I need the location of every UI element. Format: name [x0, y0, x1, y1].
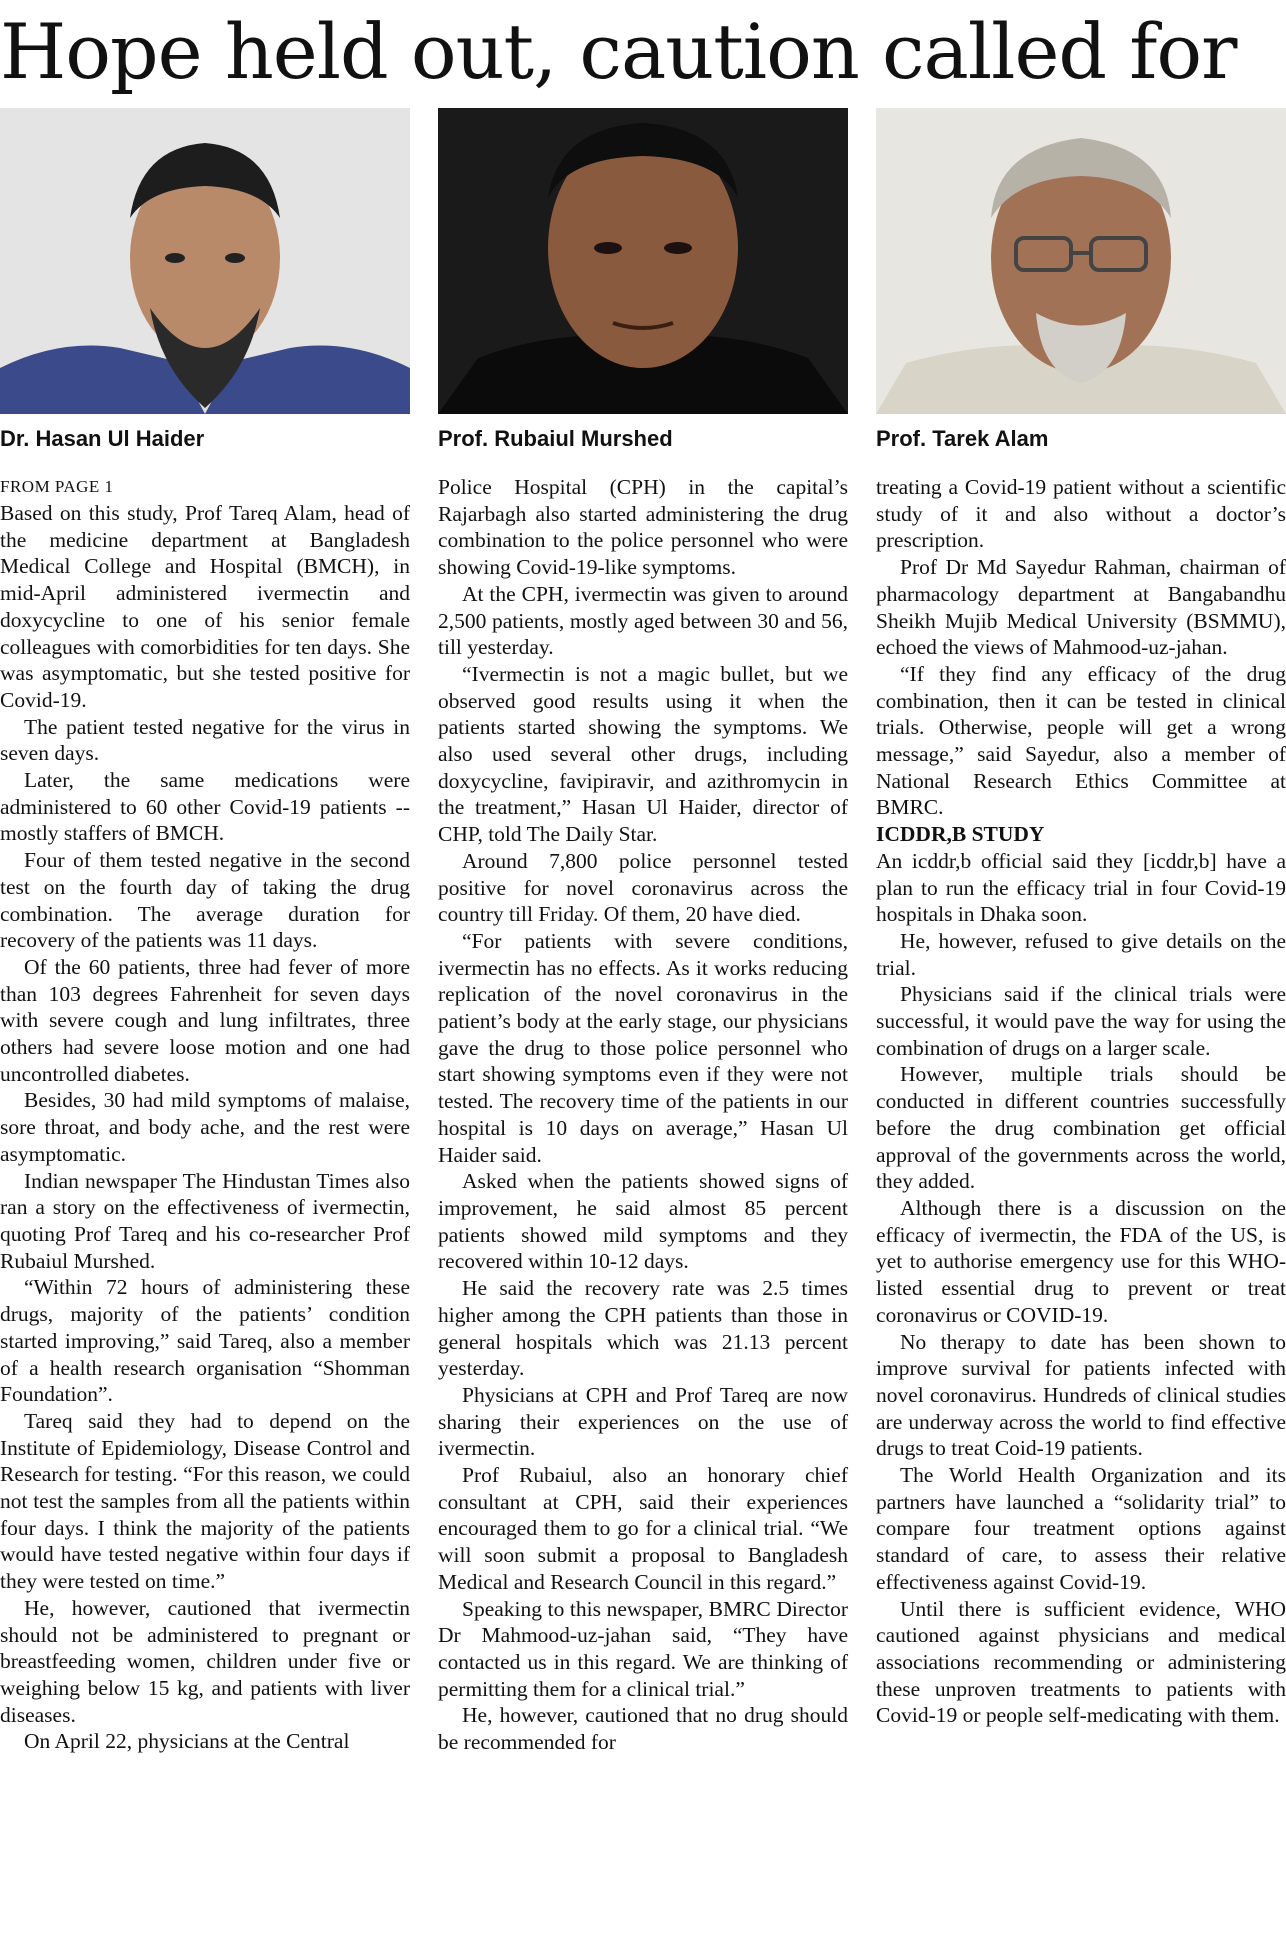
paragraph: Of the 60 patients, three had fever of more than 103 degrees Fahrenheit for seven days with severe cough and lung infiltrates, three others had severe loose motion and one had uncontrolled diabetes. — [0, 954, 410, 1086]
paragraph: Although there is a discussion on the efficacy of ivermectin, the FDA of the US, is yet to authorise emergency use for this WHO-listed essential drug to prevent or treat coronavirus or COVID-19. — [876, 1195, 1286, 1327]
paragraph: He, however, cautioned that ivermectin should not be administered to pregnant or breastfeeding women, children under five or weighing below 15 kg, and patients with liver diseases. — [0, 1595, 410, 1727]
paragraph: Based on this study, Prof Tareq Alam, head of the medicine department at Bangladesh Medical College and Hospital (BMCH), in mid-April administered ivermectin and doxycycline to one of his senior female colleagues with comorbidities for ten days. She was asymptomatic, but she tested positive for Covid-19. — [0, 501, 410, 712]
paragraph: Besides, 30 had mild symptoms of malaise, sore throat, and body ache, and the rest were asymptomatic. — [0, 1088, 410, 1166]
paragraph: Around 7,800 police personnel tested positive for novel coronavirus across the country till Friday. Of them, 20 have died. — [438, 848, 848, 927]
paragraph: However, multiple trials should be conducted in different countries successfully before the drug combination get official approval of the governments across the world, they added. — [876, 1062, 1286, 1194]
paragraph: Prof Dr Md Sayedur Rahman, chairman of pharmacology department at Bangabandhu Sheikh Mujib Medical University (BSMMU), echoed the views of Mahmood-uz-jahan. — [876, 555, 1286, 660]
headline: Hope held out, caution called for — [0, 7, 1237, 96]
paragraph: Later, the same medications were administered to 60 other Covid-19 patients -- mostly staffers of BMCH. — [0, 768, 410, 846]
paragraph: An icddr,b official said they [icddr,b] have a plan to run the efficacy trial in four Covid-19 hospitals in Dhaka soon. — [876, 848, 1286, 927]
paragraph: Four of them tested negative in the second test on the fourth day of taking the drug combination. The average duration for recovery of the patients was 11 days. — [0, 848, 410, 953]
paragraph: Tareq said they had to depend on the Institute of Epidemiology, Disease Control and Research for testing. “For this reason, we could not test the samples from all the patients within four days. I think the majority of the patients would have tested negative within four days if they were tested on time.” — [0, 1408, 410, 1594]
paragraph: Until there is sufficient evidence, WHO cautioned against physicians and medical associations recommending or administering these unproven treatments to patients with Covid-19 or people self-medicating with them. — [876, 1596, 1286, 1728]
paragraph: He, however, refused to give details on the trial. — [876, 928, 1286, 980]
paragraph: He said the recovery rate was 2.5 times higher among the CPH patients than those in general hospitals which was 21.13 percent yesterday. — [438, 1276, 848, 1381]
photo-tarek-alam — [876, 108, 1286, 414]
article-column-1 — [0, 474, 410, 1755]
paragraph: Police Hospital (CPH) in the capital’s Rajarbagh also started administering the drug combination to the police personnel who were showing Covid-19-like symptoms. — [438, 475, 848, 580]
paragraph: Asked when the patients showed signs of improvement, he said almost 85 percent patients showed mild symptoms and they recovered within 10-12 days. — [438, 1169, 848, 1274]
paragraph: “If they find any efficacy of the drug combination, then it can be tested in clinical trials. Otherwise, people will get a wrong message,” said Sayedur, also a member of National Research Ethics Committee at BMRC. — [876, 661, 1286, 820]
paragraph: “Within 72 hours of administering these drugs, majority of the patients’ condition started improving,” said Tareq, also a member of a health research organisation “Shomman Foundation”. — [0, 1275, 410, 1407]
article-column-2 — [438, 474, 848, 1756]
paragraph: Prof Rubaiul, also an honorary chief consultant at CPH, said their experiences encouraged them to go for a clinical trial. “We will soon submit a proposal to Bangladesh Medical and Research Council in this regard.” — [438, 1463, 848, 1594]
photo-hasan-ul-haider — [0, 108, 410, 414]
paragraph: Speaking to this newspaper, BMRC Director Dr Mahmood-uz-jahan said, “They have contacted us in this regard. We are thinking of permitting them for a clinical trial.” — [438, 1596, 848, 1701]
from-page-label: FROM PAGE 1 — [0, 477, 114, 496]
photo-caption: Prof. Tarek Alam — [876, 426, 1049, 451]
paragraph: At the CPH, ivermectin was given to around 2,500 patients, mostly aged between 30 and 56, till yesterday. — [438, 581, 848, 660]
photo-caption: Prof. Rubaiul Murshed — [438, 426, 673, 451]
paragraph: Physicians at CPH and Prof Tareq are now sharing their experiences on the use of ivermectin. — [438, 1382, 848, 1461]
paragraph: Indian newspaper The Hindustan Times also ran a story on the effectiveness of ivermectin, quoting Prof Tareq and his co-researcher Prof Rubaiul Murshed. — [0, 1168, 410, 1273]
article-column-3 — [876, 474, 1286, 1729]
paragraph: Physicians said if the clinical trials were successful, it would pave the way for using the combination of drugs on a larger scale. — [876, 982, 1286, 1060]
paragraph: treating a Covid-19 patient without a scientific study of it and also without a doctor’s prescription. — [876, 475, 1286, 553]
photo-caption: Dr. Hasan Ul Haider — [0, 426, 205, 451]
paragraph: The World Health Organization and its partners have launched a “solidarity trial” to compare four treatment options against standard of care, to assess their relative effectiveness against Covid-19. — [876, 1463, 1286, 1594]
paragraph: The patient tested negative for the virus in seven days. — [0, 714, 410, 766]
paragraph: No therapy to date has been shown to improve survival for patients infected with novel coronavirus. Hundreds of clinical studies are underway across the world to find effective drugs to treat Coid-19 patients. — [876, 1329, 1286, 1461]
paragraph: On April 22, physicians at the Central — [24, 1729, 350, 1754]
paragraph: He, however, cautioned that no drug should be recommended for — [438, 1703, 848, 1755]
paragraph: “Ivermectin is not a magic bullet, but we observed good results using it when the patients started showing the symptoms. We also used several other drugs, including doxycycline, favipiravir, and azithromycin in the treatment,” Hasan Ul Haider, director of CHP, told The Daily Star. — [438, 661, 848, 847]
paragraph: “For patients with severe conditions, ivermectin has no effects. As it works reducing replication of the novel coronavirus in the patient’s body at the early stage, our physicians gave the drug to those police personnel who start showing symptoms even if they were not tested. The recovery time of the patients in our hospital is 10 days on average,” Hasan Ul Haider said. — [438, 928, 848, 1167]
subheading: ICDDR,B STUDY — [876, 822, 1045, 847]
photo-rubaiul-murshed — [438, 108, 848, 414]
